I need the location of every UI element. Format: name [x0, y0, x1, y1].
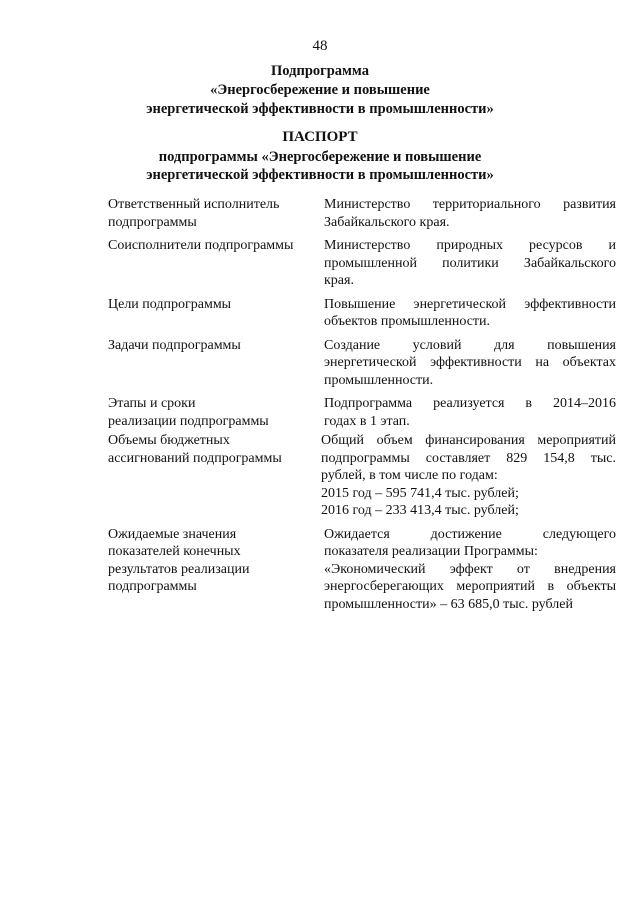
label-line: Ожидаемые значения — [108, 526, 237, 542]
label-line: показателей конечных — [108, 544, 241, 559]
table-row — [108, 526, 616, 614]
value-line: Создание условий для повышения — [324, 337, 616, 353]
table-row — [108, 337, 616, 390]
label-line: подпрограммы — [108, 579, 197, 594]
label-line: подпрограммы — [108, 214, 197, 230]
value-line: Ожидается достижение следующего — [324, 526, 616, 542]
value-line: Повышение энергетической эффективности — [324, 296, 616, 312]
label-line: Ответственный исполнитель — [108, 197, 280, 212]
value-line: 2015 год – 595 741,4 тыс. рублей; — [321, 485, 519, 501]
row-value — [324, 395, 616, 430]
value-line: промышленности. — [324, 372, 434, 388]
value-line: объектов промышленности. — [324, 314, 491, 329]
value-line: Министерство природных ресурсов и — [324, 238, 616, 253]
label-line: Цели подпрограммы — [108, 296, 232, 312]
value-line: 2016 год – 233 413,4 тыс. рублей; — [321, 503, 519, 518]
row-value — [321, 432, 616, 520]
value-line: энергетической эффективности на объектах — [324, 355, 616, 370]
label-line: реализации подпрограммы — [108, 413, 269, 429]
table-row — [108, 237, 616, 290]
label-line: ассигнований подпрограммы — [108, 450, 282, 466]
row-label — [108, 337, 324, 390]
subprogram-title-line: энергетической эффективности в промышленности» — [146, 101, 494, 117]
passport-subtitle-line: подпрограммы «Энергосбережение и повышение — [158, 149, 482, 165]
value-line: промышленности» – 63 685,0 тыс. рублей — [324, 596, 573, 612]
value-line: края. — [324, 273, 354, 288]
label-line: результатов реализации — [108, 561, 250, 577]
row-label — [108, 432, 324, 520]
label-line: Объемы бюджетных — [108, 433, 230, 448]
label-line: Соисполнители подпрограммы — [108, 238, 294, 253]
subprogram-title-line: «Энергосбережение и повышение — [210, 82, 430, 98]
value-line: промышленной политики Забайкальского — [324, 255, 616, 271]
value-line: подпрограммы составляет 829 154,8 тыс. — [321, 450, 616, 466]
table-row — [108, 196, 616, 231]
passport-subtitle-line: энергетической эффективности в промышленности» — [146, 167, 494, 183]
value-line: Министерство территориального развития — [324, 197, 616, 212]
subprogram-title-line: Подпрограмма — [271, 63, 369, 79]
row-value — [324, 337, 616, 390]
label-line: Задачи подпрограммы — [108, 337, 241, 353]
passport-title — [0, 128, 640, 147]
value-line: Общий объем финансирования мероприятий — [321, 433, 616, 448]
passport-table — [108, 196, 616, 619]
page-number: 48 — [312, 38, 328, 54]
table-row — [108, 395, 616, 430]
table-row — [108, 432, 616, 520]
row-label — [108, 526, 324, 614]
row-label — [108, 237, 324, 290]
row-value — [324, 237, 616, 290]
row-value — [324, 196, 616, 231]
value-line: Забайкальского края. — [324, 214, 450, 230]
passport-subtitle — [0, 148, 640, 184]
value-line: «Экономический эффект от внедрения — [324, 561, 616, 577]
row-label — [108, 296, 324, 331]
value-line: показателя реализации Программы: — [324, 544, 538, 559]
subprogram-title — [0, 62, 640, 119]
row-label — [108, 196, 324, 231]
row-value — [324, 296, 616, 331]
row-label — [108, 395, 324, 430]
value-line: годах в 1 этап. — [324, 413, 410, 429]
table-row — [108, 296, 616, 331]
row-value — [324, 526, 616, 614]
value-line: энергосберегающих мероприятий в объекты — [324, 579, 616, 594]
value-line: Подпрограмма реализуется в 2014–2016 — [324, 396, 616, 411]
label-line: Этапы и сроки — [108, 396, 196, 411]
passport-heading: ПАСПОРТ — [282, 129, 358, 145]
value-line: рублей, в том числе по годам: — [321, 468, 498, 483]
